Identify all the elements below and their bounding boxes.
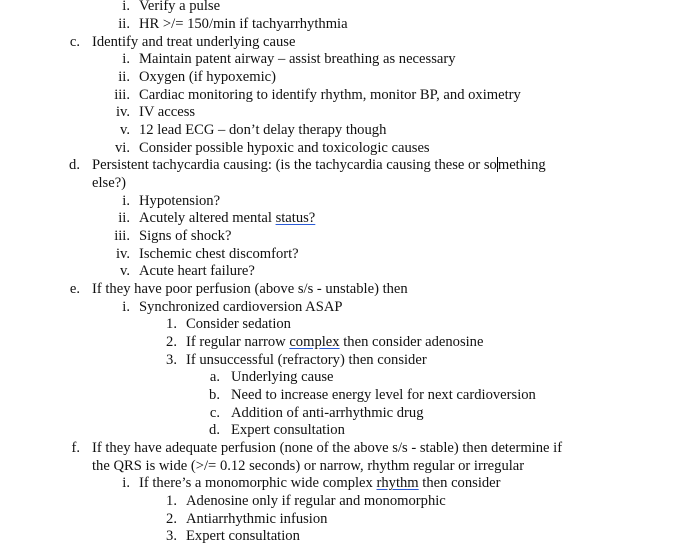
list-item — [0, 210, 680, 228]
list-item — [0, 440, 680, 458]
list-item — [0, 87, 680, 105]
list-item-text — [186, 493, 446, 511]
list-item-text — [139, 475, 501, 493]
list-item-text — [139, 16, 348, 34]
list-marker: 3. — [166, 351, 177, 368]
list-item-text — [139, 246, 299, 264]
text-segment: Cardiac monitoring to identify rhythm, monitor BP, and oximetry — [139, 86, 521, 103]
text-segment: Signs of shock? — [139, 227, 232, 244]
grammar-flagged-word[interactable]: status? — [275, 210, 316, 227]
list-marker: a. — [209, 369, 220, 386]
text-segment: Underlying cause — [231, 369, 334, 386]
list-item-text — [92, 157, 546, 175]
list-item — [0, 263, 680, 281]
list-item-text — [139, 299, 342, 317]
text-segment: Acutely altered mental — [139, 210, 276, 227]
list-item — [0, 175, 680, 193]
text-segment: Maintain patent airway – assist breathing as necessary — [139, 51, 456, 68]
list-item-text — [186, 352, 427, 370]
list-item-text — [186, 316, 291, 334]
list-item-text — [139, 104, 195, 122]
list-item-text — [92, 458, 524, 476]
list-item — [0, 193, 680, 211]
list-item — [0, 0, 680, 16]
text-segment: Expert consultation — [231, 422, 345, 439]
list-item — [0, 246, 680, 264]
list-item — [0, 51, 680, 69]
list-marker: i. — [122, 0, 130, 15]
list-item — [0, 511, 680, 529]
list-marker: c. — [69, 33, 80, 50]
text-segment: IV access — [139, 104, 196, 121]
list-marker: c. — [209, 404, 220, 421]
list-item — [0, 369, 680, 387]
list-item-text — [139, 210, 315, 228]
list-item-text — [139, 263, 255, 281]
list-item-text — [231, 422, 345, 440]
list-marker: ii. — [118, 210, 130, 227]
text-segment: If they have poor perfusion (above s/s - unstable) then — [92, 280, 408, 297]
list-marker: i. — [122, 51, 130, 68]
list-marker: iii. — [114, 86, 130, 103]
list-marker: 2. — [166, 333, 177, 350]
list-marker: ii. — [118, 15, 130, 32]
list-item — [0, 475, 680, 493]
list-item — [0, 16, 680, 34]
list-item-text — [139, 122, 386, 140]
grammar-flagged-word[interactable]: rhythm — [376, 475, 419, 492]
text-segment: the QRS is wide (>/= 0.12 seconds) or narrow, rhythm regular or irregular — [92, 457, 525, 474]
list-item-text — [139, 69, 276, 87]
list-item — [0, 405, 680, 423]
list-item — [0, 34, 680, 52]
list-item-text — [139, 140, 430, 158]
list-marker: iii. — [114, 227, 130, 244]
text-segment: Hypotension? — [139, 192, 221, 209]
list-marker: ii. — [118, 68, 130, 85]
list-marker: 2. — [166, 510, 177, 527]
list-item — [0, 493, 680, 511]
list-marker: i. — [122, 298, 130, 315]
list-item — [0, 157, 680, 175]
text-segment: Verify a pulse — [139, 0, 221, 15]
list-item-text — [139, 193, 220, 211]
text-segment: else?) — [92, 174, 127, 191]
text-segment: Ischemic chest discomfort? — [139, 245, 299, 262]
list-marker: d. — [69, 157, 80, 174]
text-segment: Need to increase energy level for next cardioversion — [231, 386, 536, 403]
list-item-text — [231, 369, 334, 387]
text-segment: HR >/= 150/min if tachyarrhythmia — [139, 15, 348, 32]
text-segment: If there’s a monomorphic wide complex — [139, 475, 377, 492]
list-item-text — [139, 0, 220, 16]
text-segment: 12 lead ECG – don’t delay therapy though — [139, 121, 387, 138]
list-item — [0, 104, 680, 122]
list-marker: b. — [209, 386, 220, 403]
grammar-flagged-word[interactable]: complex — [289, 333, 340, 350]
list-marker: i. — [122, 192, 130, 209]
list-item — [0, 281, 680, 299]
list-marker: 3. — [166, 528, 177, 545]
list-item — [0, 140, 680, 158]
text-segment: Identify and treat underlying cause — [92, 33, 296, 50]
list-marker: iv. — [115, 104, 130, 121]
list-item — [0, 316, 680, 334]
list-item — [0, 458, 680, 476]
text-segment: mething — [497, 157, 546, 174]
text-segment: Expert consultation — [186, 528, 300, 545]
list-marker: v. — [120, 121, 130, 138]
list-item-text — [139, 228, 231, 246]
text-segment: Persistent tachycardia causing: (is the tachycardia causing these or so — [92, 157, 497, 174]
list-item — [0, 228, 680, 246]
list-marker: 1. — [166, 316, 177, 333]
list-item-text — [186, 528, 300, 546]
text-segment: If regular narrow — [186, 333, 290, 350]
list-marker: v. — [120, 263, 130, 280]
list-item — [0, 69, 680, 87]
text-segment: If they have adequate perfusion (none of the above s/s - stable) then determine if — [92, 439, 563, 456]
list-item-text — [92, 281, 408, 299]
list-marker: e. — [69, 280, 80, 297]
list-item-text — [92, 175, 126, 193]
list-marker: iv. — [115, 245, 130, 262]
list-item-text — [186, 334, 483, 352]
text-segment: then consider — [418, 475, 501, 492]
list-item-text — [92, 34, 295, 52]
list-marker: 1. — [166, 492, 177, 509]
list-item — [0, 422, 680, 440]
list-marker: f. — [71, 439, 80, 456]
text-segment: Adenosine only if regular and monomorphic — [186, 492, 446, 509]
list-item — [0, 334, 680, 352]
list-item — [0, 122, 680, 140]
text-segment: If unsuccessful (refractory) then consider — [186, 351, 427, 368]
text-segment: Consider sedation — [186, 316, 291, 333]
text-segment: then consider adenosine — [339, 333, 484, 350]
text-segment: Addition of anti-arrhythmic drug — [231, 404, 424, 421]
text-segment: Consider possible hypoxic and toxicologic causes — [139, 139, 430, 156]
list-item — [0, 352, 680, 370]
list-marker: d. — [209, 422, 220, 439]
list-item-text — [231, 387, 536, 405]
text-segment: Oxygen (if hypoxemic) — [139, 68, 276, 85]
list-item-text — [231, 405, 424, 423]
text-segment: Acute heart failure? — [139, 263, 255, 280]
list-item-text — [139, 51, 456, 69]
list-marker: vi. — [115, 139, 130, 156]
text-segment: Antiarrhythmic infusion — [186, 510, 328, 527]
list-item-text — [92, 440, 562, 458]
list-item-text — [186, 511, 327, 529]
list-item — [0, 387, 680, 405]
text-segment: Synchronized cardioversion ASAP — [139, 298, 343, 315]
list-item — [0, 528, 680, 546]
list-item-text — [139, 87, 521, 105]
list-item — [0, 299, 680, 317]
list-marker: i. — [122, 475, 130, 492]
